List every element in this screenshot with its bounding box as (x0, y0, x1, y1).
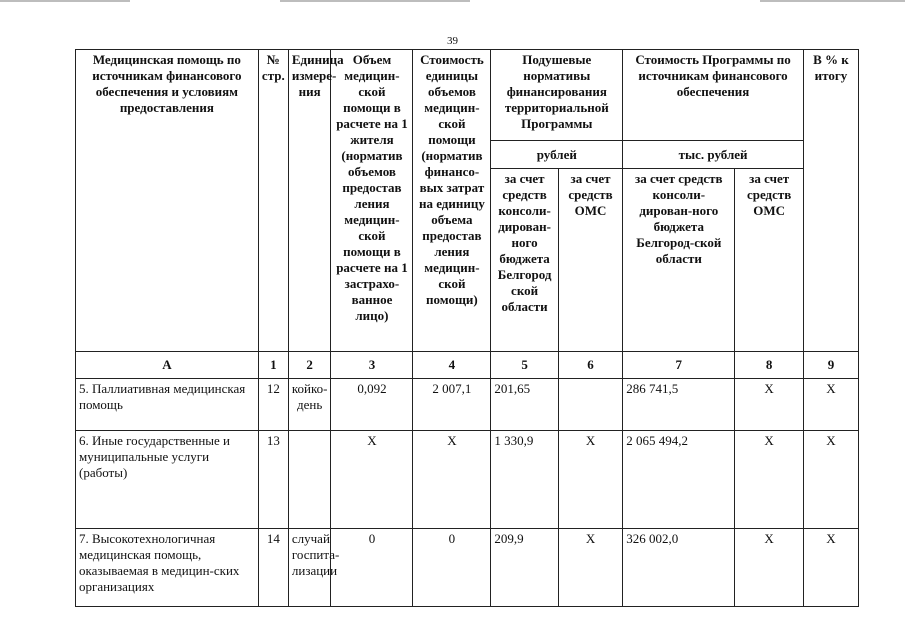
cell-name: 6. Иные государственные и муниципальные услуги (работы) (76, 431, 259, 529)
cell-volume: 0 (331, 529, 413, 607)
scan-edge-line (0, 0, 130, 2)
cell-cost: Х (413, 431, 491, 529)
header-row-no: № стр. (258, 50, 288, 352)
cell-prog-oms: Х (735, 431, 804, 529)
cell-cost: 0 (413, 529, 491, 607)
cell-prog-budget: 2 065 494,2 (623, 431, 735, 529)
financing-table (75, 49, 859, 607)
header-program-cost: Стоимость Программы по источникам финансового обеспечения (623, 50, 804, 141)
cell-volume: 0,092 (331, 379, 413, 431)
index-cell: 5 (491, 352, 559, 379)
header-percent: В % к итогу (803, 50, 858, 352)
header-oms: за счет средств ОМС (558, 169, 622, 352)
cell-pc-budget: 1 330,9 (491, 431, 559, 529)
cell-row-no: 12 (258, 379, 288, 431)
cell-pc-budget: 201,65 (491, 379, 559, 431)
index-cell: 2 (288, 352, 331, 379)
cell-name: 5. Паллиативная медицинская помощь (76, 379, 259, 431)
cell-unit: койко-день (288, 379, 331, 431)
cell-name: 7. Высокотехнологичная медицинская помощь, оказываемая в медицин-ских организациях (76, 529, 259, 607)
scan-edge-line (280, 0, 470, 2)
header-regional-budget-2: за счет средств консоли-дирован-ного бюджета Белгород-ской области (623, 169, 735, 352)
index-cell: 6 (558, 352, 622, 379)
cell-pc-oms (558, 379, 622, 431)
header-unit: Единица измере-ния (288, 50, 331, 352)
cell-row-no: 13 (258, 431, 288, 529)
index-cell: 4 (413, 352, 491, 379)
scan-edge-line (760, 0, 905, 2)
cell-unit (288, 431, 331, 529)
header-oms-2: за счет средств ОМС (735, 169, 804, 352)
header-volume: Объем медицин-ской помощи в расчете на 1 жителя (норматив объемов предостав ления медицин-ской помощи в расчете на 1 застрахо-ванное лицо) (331, 50, 413, 352)
cell-prog-budget: 326 002,0 (623, 529, 735, 607)
cell-volume: Х (331, 431, 413, 529)
table-row (76, 529, 859, 607)
cell-unit: случай госпита-лизации (288, 529, 331, 607)
header-regional-budget: за счет средств консоли-дирован-ного бюджета Белгород ской области (491, 169, 559, 352)
cell-pc-oms: Х (558, 431, 622, 529)
cell-prog-oms: Х (735, 529, 804, 607)
index-cell: 1 (258, 352, 288, 379)
index-cell: 8 (735, 352, 804, 379)
cell-pc-budget: 209,9 (491, 529, 559, 607)
header-care: Медицинская помощь по источникам финансового обеспечения и условиям предоставления (76, 50, 259, 352)
index-cell: А (76, 352, 259, 379)
cell-row-no: 14 (258, 529, 288, 607)
index-row (76, 352, 859, 379)
cell-cost: 2 007,1 (413, 379, 491, 431)
cell-percent: Х (803, 379, 858, 431)
cell-prog-budget: 286 741,5 (623, 379, 735, 431)
index-cell: 9 (803, 352, 858, 379)
table-row (76, 431, 859, 529)
index-cell: 7 (623, 352, 735, 379)
cell-percent: Х (803, 529, 858, 607)
header-rubles: рублей (491, 141, 623, 169)
index-cell: 3 (331, 352, 413, 379)
cell-percent: Х (803, 431, 858, 529)
page-number: 39 (447, 35, 458, 47)
header-thousand-rubles: тыс. рублей (623, 141, 804, 169)
header-per-capita: Подушевые нормативы финансирования территориальной Программы (491, 50, 623, 141)
cell-pc-oms: Х (558, 529, 622, 607)
cell-prog-oms: Х (735, 379, 804, 431)
table-row (76, 379, 859, 431)
header-cost-unit: Стоимость единицы объемов медицин-ской помощи (норматив финансо-вых затрат на единицу объема предостав ления медицин-ской помощи) (413, 50, 491, 352)
